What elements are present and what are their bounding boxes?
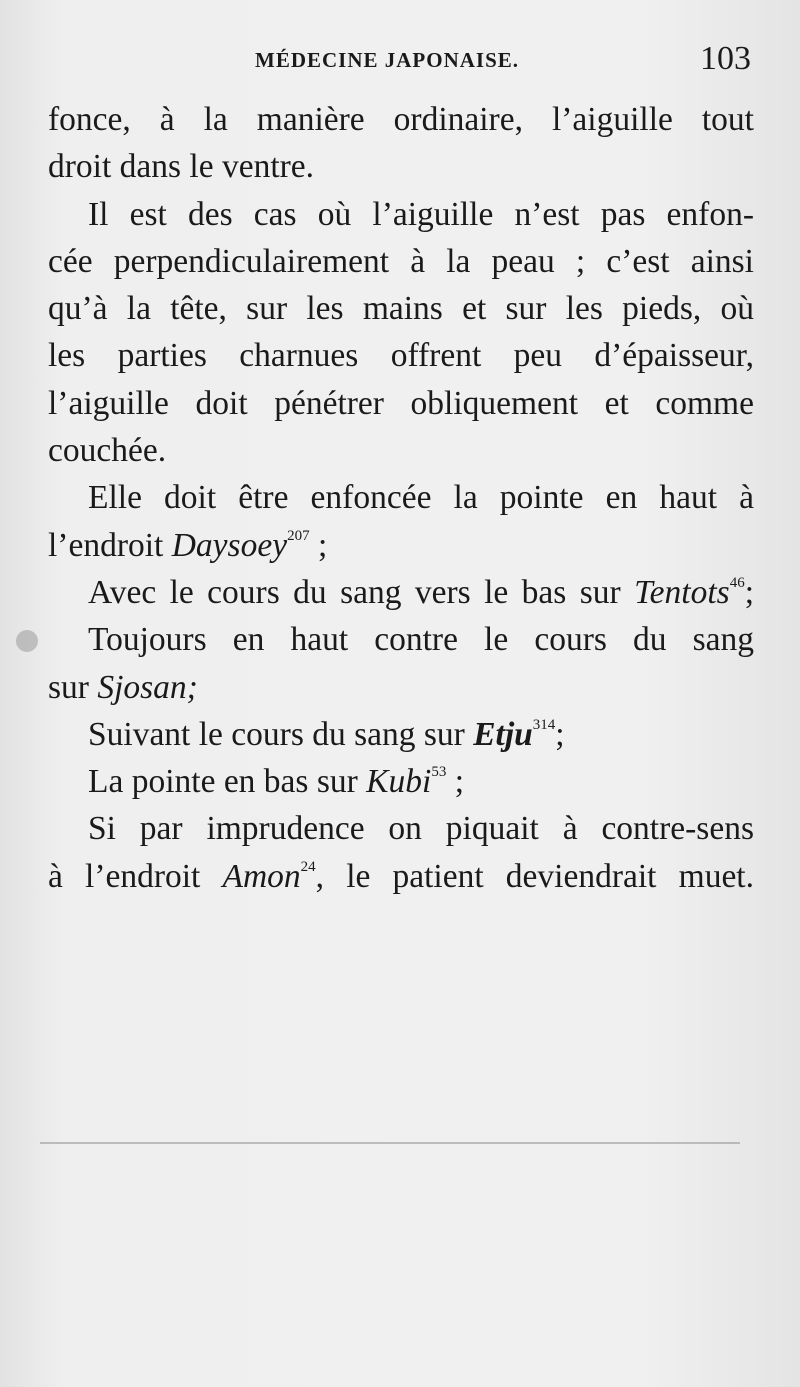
paragraph-5 [48, 616, 754, 711]
text-line [48, 522, 754, 569]
paragraph-4 [48, 569, 754, 616]
paragraph-8 [48, 805, 754, 900]
reference-number: 314 [532, 716, 556, 733]
text-fragment: ; [744, 573, 754, 611]
text-line: fonce, à la manière ordinaire, l’aiguille tout [48, 101, 754, 138]
place-name: Tentots [634, 573, 730, 611]
text-line: Elle doit être enfoncée la pointe en haut à [88, 479, 754, 517]
text-fragment: , le patient deviendrait muet. [315, 857, 754, 895]
text-line: cée perpendiculairement à la peau ; c’est ainsi [48, 242, 754, 280]
text-line: qu’à la tête, sur les mains et sur les pieds, où [48, 290, 754, 328]
text-fragment: sur [48, 668, 98, 706]
text-fragment: ; [309, 526, 328, 564]
text-line [48, 711, 754, 758]
show-through-footnote-rule [40, 1142, 740, 1144]
text-line [48, 758, 754, 805]
place-name: Etju [473, 715, 533, 753]
text-line: les parties charnues offrent peu d’épaisseur, [48, 337, 754, 375]
paragraph-6 [48, 711, 754, 758]
paragraph-7 [48, 758, 754, 805]
show-through-bleed [60, 930, 740, 950]
text-fragment: La pointe en bas sur [88, 763, 367, 801]
text-line: Il est des cas où l’aiguille n’est pas enfon- [88, 195, 754, 233]
page-number: 103 [700, 40, 751, 77]
reference-number: 53 [431, 764, 447, 781]
place-name: Amon [222, 857, 301, 895]
text-line: l’aiguille doit pénétrer obliquement et comme [48, 384, 754, 422]
text-fragment: l’endroit [48, 526, 172, 564]
text-line: couchée. [48, 432, 167, 470]
running-title: MÉDECINE JAPONAISE. [255, 48, 520, 72]
text-fragment: ; [446, 763, 465, 801]
place-name: Kubi [366, 763, 432, 801]
paragraph-1 [48, 96, 754, 191]
place-name: Sjosan; [97, 668, 198, 706]
text-line [48, 664, 754, 711]
page-header [0, 42, 800, 82]
text-line [48, 569, 754, 616]
reference-number: 24 [300, 858, 316, 875]
body-text [48, 96, 754, 900]
reference-number: 207 [287, 527, 310, 544]
text-line: droit dans le ventre. [48, 148, 315, 186]
text-line [48, 853, 754, 900]
paragraph-3 [48, 474, 754, 569]
reference-number: 46 [729, 574, 745, 591]
place-name: Daysoey [171, 526, 288, 564]
text-line: Toujours en haut contre le cours du sang [88, 621, 754, 659]
ink-smudge [16, 630, 38, 652]
text-fragment: Avec le cours du sang vers le bas sur [88, 573, 635, 611]
text-fragment: ; [555, 715, 565, 753]
text-fragment: Suivant le cours du sang sur [88, 715, 474, 753]
paragraph-2 [48, 191, 754, 475]
text-line: Si par imprudence on piquait à contre-sens [88, 810, 754, 848]
text-fragment: à l’endroit [48, 857, 223, 895]
